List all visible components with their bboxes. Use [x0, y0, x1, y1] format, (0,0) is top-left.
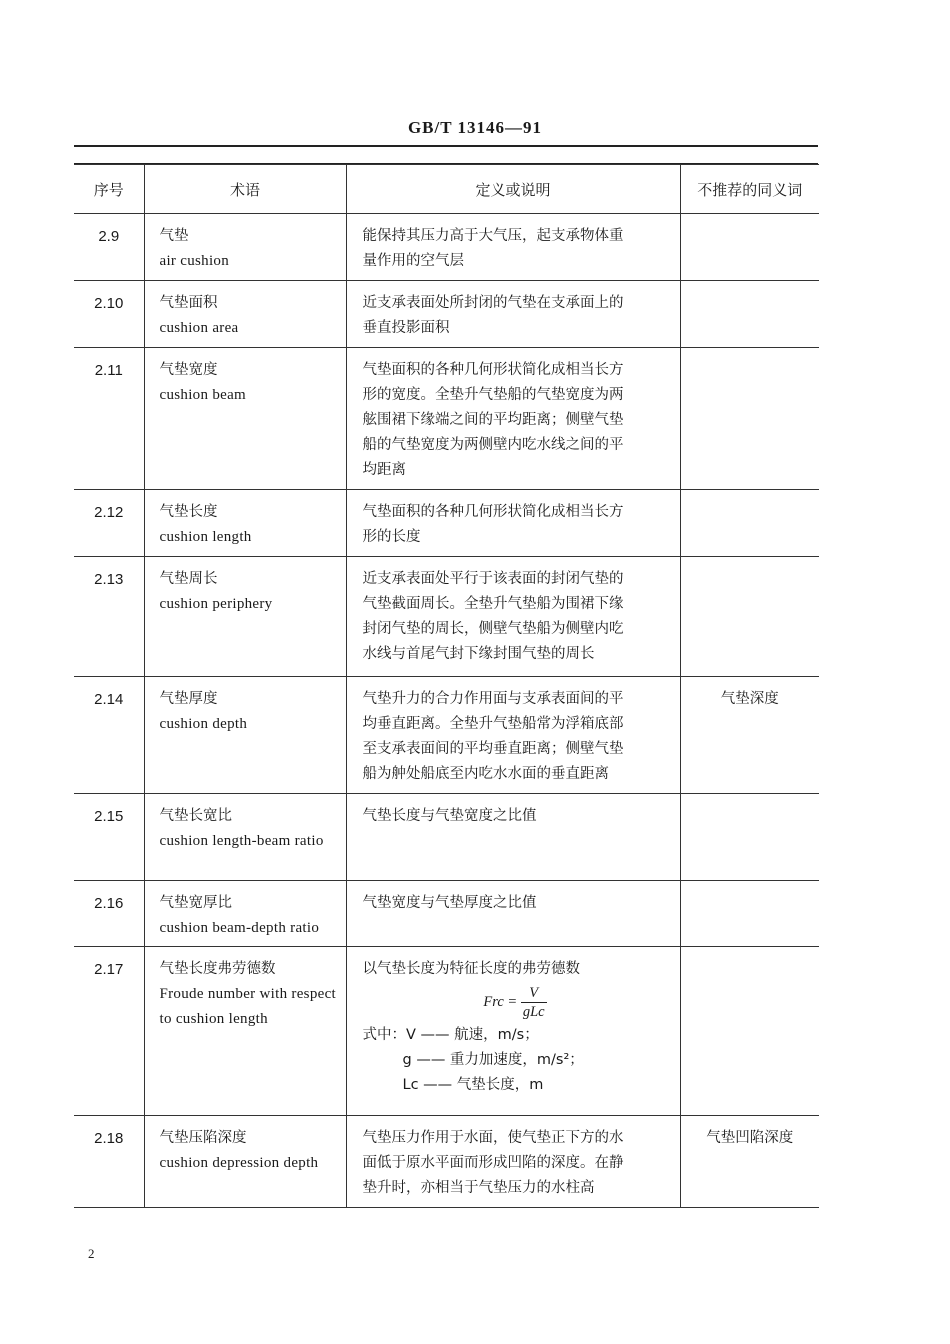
term-chinese: 气垫周长 [159, 571, 218, 587]
definition-line: 封闭气垫的周长，侧壁气垫船为侧壁内吃 [362, 621, 624, 637]
formula-lhs: Frc = [483, 993, 518, 1010]
term-number: 2.12 [74, 490, 144, 557]
term-number: 2.10 [74, 281, 144, 348]
term-cell [144, 557, 346, 677]
formula-denominator: gLc [522, 1004, 545, 1020]
table-row [74, 1116, 819, 1208]
table-header-row [74, 165, 819, 214]
page-number: 2 [88, 1246, 95, 1261]
definition-line: 船为舯处船底至内吃水水面的垂直距离 [362, 766, 609, 782]
col-header-number: 序号 [74, 165, 144, 214]
term-chinese: 气垫长度弗劳德数 [159, 961, 276, 977]
term-number: 2.14 [74, 677, 144, 794]
formula-variable-text: V —— 航速，m/s； [406, 1027, 539, 1043]
table-row [74, 214, 819, 281]
formula-numerator: V [521, 984, 547, 1003]
term-cell [144, 677, 346, 794]
term-english: Froude number with respect to cushion length [159, 986, 337, 1027]
definition-line: 气垫宽度与气垫厚度之比值 [362, 895, 537, 911]
standard-header: GB/T 13146—91 [407, 118, 543, 137]
term-cell [144, 490, 346, 557]
definition-line: 气垫面积的各种几何形状简化成相当长方 [362, 362, 624, 378]
term-chinese: 气垫宽度 [159, 362, 218, 378]
term-english: cushion length [159, 529, 252, 545]
term-chinese: 气垫长宽比 [159, 808, 232, 824]
synonym-cell: 气垫凹陷深度 [680, 1116, 819, 1208]
definition-line: 垂直投影面积 [362, 320, 450, 336]
definition-line: 气垫面积的各种几何形状简化成相当长方 [362, 504, 624, 520]
term-cell [144, 281, 346, 348]
definition-cell [346, 348, 680, 490]
table-row [74, 881, 819, 947]
definition-line: 气垫截面周长。全垫升气垫船为围裙下缘 [362, 596, 624, 612]
definition-line: 均垂直距离。全垫升气垫船常为浮箱底部 [362, 716, 624, 732]
term-cell [144, 947, 346, 1116]
table-row [74, 348, 819, 490]
term-cell [144, 1116, 346, 1208]
term-english: air cushion [159, 253, 230, 269]
synonym-cell [680, 214, 819, 281]
definition-line: 气垫压力作用于水面，使气垫正下方的水 [362, 1130, 624, 1146]
definition-cell [346, 947, 680, 1116]
col-header-term: 术语 [144, 165, 346, 214]
definition-line: 舷围裙下缘端之间的平均距离；侧壁气垫 [362, 412, 624, 428]
term-number: 2.17 [74, 947, 144, 1116]
definition-line: 形的长度 [362, 529, 421, 545]
synonym-cell [680, 794, 819, 881]
definition-line: 能保持其压力高于大气压，起支承物体重 [362, 228, 624, 244]
col-header-synonym: 不推荐的同义词 [680, 165, 819, 214]
froude-formula [363, 984, 668, 1021]
terms-table [74, 164, 819, 1208]
term-chinese: 气垫压陷深度 [159, 1130, 247, 1146]
table-row [74, 677, 819, 794]
term-chinese: 气垫 [159, 228, 189, 244]
formula-variable-line [363, 1023, 668, 1048]
term-number: 2.16 [74, 881, 144, 947]
table-row [74, 490, 819, 557]
term-number: 2.18 [74, 1116, 144, 1208]
term-chinese: 气垫面积 [159, 295, 218, 311]
synonym-cell [680, 490, 819, 557]
term-cell [144, 881, 346, 947]
table-row [74, 557, 819, 677]
definition-line: 均距离 [362, 462, 406, 478]
definition-line: 至支承表面间的平均垂直距离；侧壁气垫 [362, 741, 624, 757]
synonym-cell [680, 881, 819, 947]
synonym-cell [680, 281, 819, 348]
term-chinese: 气垫宽厚比 [159, 895, 232, 911]
formula-variable-line: Lc —— 气垫长度，m [402, 1077, 544, 1093]
definition-line: 面低于原水平面而形成凹陷的深度。在静 [362, 1155, 624, 1171]
definition-cell [346, 557, 680, 677]
definition-cell [346, 1116, 680, 1208]
term-number: 2.15 [74, 794, 144, 881]
term-english: cushion beam-depth ratio [159, 920, 320, 936]
definition-line: 气垫长度与气垫宽度之比值 [362, 808, 537, 824]
table-row [74, 794, 819, 881]
synonym-cell [680, 557, 819, 677]
term-english: cushion beam [159, 387, 246, 403]
definition-line: 量作用的空气层 [362, 253, 464, 269]
term-chinese: 气垫厚度 [159, 691, 218, 707]
term-number: 2.9 [74, 214, 144, 281]
formula-where-block [363, 1023, 668, 1098]
term-cell [144, 794, 346, 881]
formula-variable-line: g —— 重力加速度，m/s²； [402, 1052, 584, 1068]
formula-where-lead: 式中： [362, 1027, 406, 1043]
definition-line: 形的宽度。全垫升气垫船的气垫宽度为两 [362, 387, 624, 403]
definition-cell [346, 214, 680, 281]
term-english: cushion length-beam ratio [159, 833, 324, 849]
definition-line: 近支承表面处所封闭的气垫在支承面上的 [362, 295, 624, 311]
term-english: cushion periphery [159, 596, 273, 612]
term-english: cushion area [159, 320, 239, 336]
term-english: cushion depth [159, 716, 248, 732]
term-cell [144, 348, 346, 490]
term-english: cushion depression depth [159, 1155, 319, 1171]
formula-fraction [521, 984, 547, 1021]
definition-line: 垫升时，亦相当于气垫压力的水柱高 [362, 1180, 595, 1196]
term-cell [144, 214, 346, 281]
term-number: 2.11 [74, 348, 144, 490]
synonym-cell [680, 947, 819, 1116]
definition-cell [346, 881, 680, 947]
definition-cell [346, 794, 680, 881]
col-header-definition: 定义或说明 [346, 165, 680, 214]
synonym-cell [680, 348, 819, 490]
definition-cell [346, 677, 680, 794]
definition-cell [346, 281, 680, 348]
synonym-cell: 气垫深度 [680, 677, 819, 794]
table-row [74, 281, 819, 348]
definition-line: 近支承表面处平行于该表面的封闭气垫的 [362, 571, 624, 587]
table-row [74, 947, 819, 1116]
definition-line: 气垫升力的合力作用面与支承表面间的平 [362, 691, 624, 707]
definition-line: 水线与首尾气封下缘封围气垫的周长 [362, 646, 595, 662]
header-rule-thick [74, 145, 818, 147]
definition-line: 船的气垫宽度为两侧壁内吃水线之间的平 [362, 437, 624, 453]
term-chinese: 气垫长度 [159, 504, 218, 520]
definition-line: 以气垫长度为特征长度的弗劳德数 [362, 961, 580, 977]
term-number: 2.13 [74, 557, 144, 677]
definition-cell [346, 490, 680, 557]
